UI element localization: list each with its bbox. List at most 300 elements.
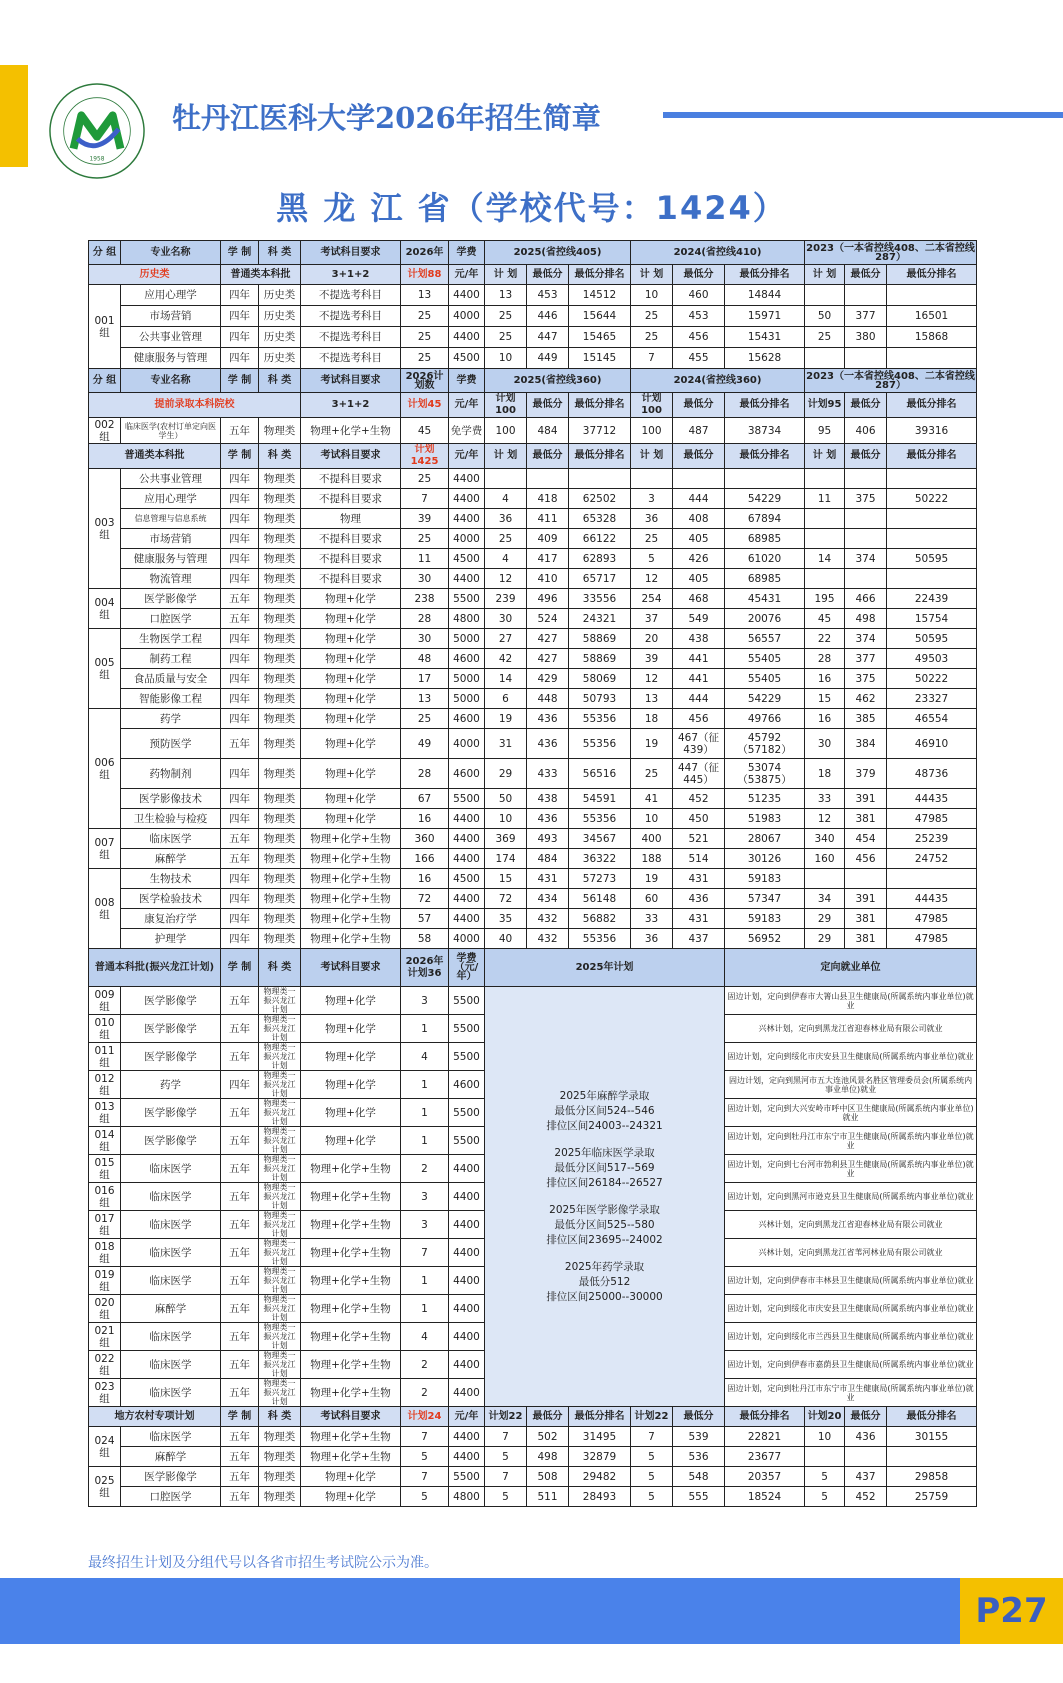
- table-cell: 239: [485, 589, 527, 609]
- table-cell: 46554: [887, 709, 977, 729]
- table-cell: 四年: [221, 509, 259, 529]
- table-cell: 7: [401, 489, 449, 509]
- table-cell: 514: [673, 849, 725, 869]
- table-cell: 3: [401, 1211, 449, 1239]
- table-cell: 30: [485, 609, 527, 629]
- table-cell: 四年: [221, 629, 259, 649]
- table-cell: 53074（53875）: [725, 759, 805, 789]
- table-cell: 五年: [221, 849, 259, 869]
- table-cell: 14: [485, 669, 527, 689]
- table-cell: 4: [401, 1043, 449, 1071]
- table-cell: 1: [401, 1071, 449, 1099]
- note-line: 排位区间25000--30000: [546, 1290, 663, 1303]
- table-row: [89, 393, 977, 418]
- table-cell: 物理+化学: [301, 649, 401, 669]
- table-cell: 物理类: [259, 759, 301, 789]
- table-cell: 484: [527, 849, 569, 869]
- table-cell: 4000: [449, 306, 485, 327]
- table-cell: 1: [401, 1127, 449, 1155]
- table-cell: 不提科目要求: [301, 549, 401, 569]
- table-cell: 28067: [725, 829, 805, 849]
- table-cell: 453: [673, 306, 725, 327]
- column-header: 学 制: [221, 241, 259, 265]
- column-header: 分 组: [89, 369, 121, 393]
- table-row: [89, 889, 977, 909]
- table-row: [89, 327, 977, 348]
- table-cell: 物理+化学+生物: [301, 849, 401, 869]
- table-cell: 7: [631, 1427, 673, 1447]
- table-cell: 15754: [887, 609, 977, 629]
- column-header: 元/年: [449, 1407, 485, 1427]
- page-number: P27: [960, 1578, 1063, 1644]
- table-cell: 427: [527, 629, 569, 649]
- table-cell: 4400: [449, 1295, 485, 1323]
- table-cell: 物理类一振兴龙江计划: [259, 1239, 301, 1267]
- table-cell: 411: [527, 509, 569, 529]
- table-cell: 五年: [221, 1487, 259, 1507]
- employment-unit: 固边计划，定向到绥化市庆安县卫生健康局(所属系统内事业单位)就业: [725, 1043, 977, 1071]
- major-name: 应用心理学: [121, 489, 221, 509]
- table-cell: 466: [845, 589, 887, 609]
- admission-score-note: [485, 987, 725, 1407]
- table-cell: 四年: [221, 689, 259, 709]
- table-cell: 24321: [569, 609, 631, 629]
- table-cell: 25: [401, 306, 449, 327]
- table-cell: 物理+化学+生物: [301, 1183, 401, 1211]
- group-label: 018组: [89, 1239, 121, 1267]
- table-cell: 物理类: [259, 1447, 301, 1467]
- table-cell: 2: [401, 1379, 449, 1407]
- table-cell: 五年: [221, 1379, 259, 1407]
- column-header: 最低分排名: [569, 265, 631, 285]
- table-cell: 432: [527, 909, 569, 929]
- table-cell: 49503: [887, 649, 977, 669]
- table-cell: 455: [673, 348, 725, 369]
- table-cell: 物理+化学: [301, 987, 401, 1015]
- table-cell: 444: [673, 689, 725, 709]
- table-cell: 438: [527, 789, 569, 809]
- table-cell: 5500: [449, 1467, 485, 1487]
- table-row: [89, 589, 977, 609]
- table-cell: 18: [805, 759, 845, 789]
- table-cell: 四年: [221, 1071, 259, 1099]
- table-cell: 25239: [887, 829, 977, 849]
- table-cell: 4400: [449, 1155, 485, 1183]
- table-cell: 391: [845, 889, 887, 909]
- table-row: [89, 1487, 977, 1507]
- table-cell: 28: [401, 609, 449, 629]
- table-cell: 物理类: [259, 418, 301, 444]
- table-cell: 5: [631, 1487, 673, 1507]
- major-name: 药学: [121, 709, 221, 729]
- table-cell: [887, 348, 977, 369]
- column-header: 专业名称: [121, 241, 221, 265]
- table-cell: 4400: [449, 909, 485, 929]
- table-cell: 59183: [725, 869, 805, 889]
- table-cell: 410: [527, 569, 569, 589]
- university-logo: [48, 82, 146, 180]
- table-cell: 不提科目要求: [301, 469, 401, 489]
- major-name: 市场营销: [121, 306, 221, 327]
- table-cell: 50793: [569, 689, 631, 709]
- group-label: 014组: [89, 1127, 121, 1155]
- table-cell: 100: [631, 418, 673, 444]
- table-cell: 3: [631, 489, 673, 509]
- table-cell: 物理+化学+生物: [301, 829, 401, 849]
- table-cell: 68985: [725, 529, 805, 549]
- table-cell: 五年: [221, 1351, 259, 1379]
- column-header: 考试科目要求: [301, 949, 401, 987]
- table-cell: 381: [845, 809, 887, 829]
- table-cell: 物理类一振兴龙江计划: [259, 1267, 301, 1295]
- table-cell: 66122: [569, 529, 631, 549]
- table-cell: 58069: [569, 669, 631, 689]
- major-name: 临床医学: [121, 1379, 221, 1407]
- table-cell: 四年: [221, 649, 259, 669]
- table-cell: 30: [805, 729, 845, 759]
- table-cell: 4600: [449, 1071, 485, 1099]
- table-cell: 381: [845, 909, 887, 929]
- svg-text:1958: 1958: [89, 156, 105, 163]
- table-row: [89, 1427, 977, 1447]
- table-cell: 4800: [449, 1487, 485, 1507]
- table-cell: 36: [631, 509, 673, 529]
- column-header: 计划20: [805, 1407, 845, 1427]
- table-cell: 12: [805, 809, 845, 829]
- table-cell: 5: [485, 1447, 527, 1467]
- group-label: 007组: [89, 829, 121, 869]
- section-label: 提前录取本科院校: [89, 393, 301, 418]
- table-cell: 四年: [221, 549, 259, 569]
- table-cell: 437: [673, 929, 725, 949]
- table-cell: 427: [527, 649, 569, 669]
- table-row: [89, 569, 977, 589]
- table-cell: 4600: [449, 649, 485, 669]
- table-cell: 10: [485, 809, 527, 829]
- table-cell: 物理+化学+生物: [301, 929, 401, 949]
- table-row: [89, 629, 977, 649]
- group-label: 004组: [89, 589, 121, 629]
- table-cell: [631, 469, 673, 489]
- table-cell: 4000: [449, 729, 485, 759]
- table-cell: 55356: [569, 729, 631, 759]
- table-cell: 五年: [221, 1183, 259, 1211]
- column-header: 最低分排名: [887, 444, 977, 469]
- table-cell: 四年: [221, 285, 259, 306]
- table-cell: 15: [805, 689, 845, 709]
- table-cell: 5: [631, 1447, 673, 1467]
- table-cell: 五年: [221, 1447, 259, 1467]
- group-label: 009组: [89, 987, 121, 1015]
- table-cell: 4800: [449, 609, 485, 629]
- table-cell: 4500: [449, 549, 485, 569]
- column-header: 计 划: [485, 265, 527, 285]
- table-cell: 12: [631, 669, 673, 689]
- table-cell: 四年: [221, 909, 259, 929]
- table-cell: 物理类一振兴龙江计划: [259, 1211, 301, 1239]
- table-row: [89, 1447, 977, 1467]
- table-cell: 7: [401, 1239, 449, 1267]
- table-cell: 429: [527, 669, 569, 689]
- table-cell: 4400: [449, 1447, 485, 1467]
- section-label: 普通类本科批: [89, 444, 221, 469]
- group-label: 010组: [89, 1015, 121, 1043]
- column-header: 最低分排名: [725, 444, 805, 469]
- table-cell: 36322: [569, 849, 631, 869]
- table-cell: 49: [401, 729, 449, 759]
- table-cell: 65717: [569, 569, 631, 589]
- table-cell: 计划88: [401, 265, 449, 285]
- column-header: 考试科目要求: [301, 1407, 401, 1427]
- table-cell: 456: [673, 327, 725, 348]
- column-header: 2024(省控线360): [631, 369, 805, 393]
- major-name: 医学检验技术: [121, 889, 221, 909]
- table-cell: 4400: [449, 1379, 485, 1407]
- column-header: 最低分排名: [887, 393, 977, 418]
- table-cell: 50: [485, 789, 527, 809]
- table-cell: 物理+化学: [301, 609, 401, 629]
- table-cell: 28: [401, 759, 449, 789]
- table-cell: [569, 469, 631, 489]
- table-row: [89, 649, 977, 669]
- table-cell: 549: [673, 609, 725, 629]
- table-cell: 433: [527, 759, 569, 789]
- table-cell: 67894: [725, 509, 805, 529]
- group-label: 024组: [89, 1427, 121, 1467]
- table-cell: 447（征445）: [673, 759, 725, 789]
- table-cell: 24752: [887, 849, 977, 869]
- table-cell: 377: [845, 306, 887, 327]
- table-cell: 380: [845, 327, 887, 348]
- table-cell: 25: [401, 529, 449, 549]
- major-name: 公共事业管理: [121, 469, 221, 489]
- table-cell: 49766: [725, 709, 805, 729]
- table-cell: 10: [485, 348, 527, 369]
- table-cell: 13: [631, 689, 673, 709]
- table-row: [89, 549, 977, 569]
- table-cell: 25: [631, 327, 673, 348]
- table-cell: 374: [845, 629, 887, 649]
- table-cell: 物理类: [259, 649, 301, 669]
- major-name: 麻醉学: [121, 1447, 221, 1467]
- column-header: 科 类: [259, 444, 301, 469]
- table-cell: [845, 509, 887, 529]
- table-cell: 375: [845, 489, 887, 509]
- table-cell: 460: [673, 285, 725, 306]
- note-line: 排位区间24003--24321: [546, 1119, 663, 1132]
- table-cell: 7: [401, 1467, 449, 1487]
- table-cell: [805, 509, 845, 529]
- table-cell: 不提科目要求: [301, 529, 401, 549]
- table-cell: 45792（57182）: [725, 729, 805, 759]
- table-row: [89, 1467, 977, 1487]
- table-cell: 381: [845, 929, 887, 949]
- table-cell: 物理+化学+生物: [301, 1267, 401, 1295]
- table-row: [89, 241, 977, 265]
- table-cell: 物理+化学+生物: [301, 1211, 401, 1239]
- column-header: 计 划: [805, 444, 845, 469]
- table-cell: 物理类一振兴龙江计划: [259, 987, 301, 1015]
- table-cell: 四年: [221, 889, 259, 909]
- employment-unit: 固边计划，定向到伊春市大箐山县卫生健康局(所属系统内事业单位)就业: [725, 987, 977, 1015]
- group-label: 005组: [89, 629, 121, 709]
- column-header: 最低分排名: [725, 1407, 805, 1427]
- table-cell: 57: [401, 909, 449, 929]
- table-cell: 4: [485, 489, 527, 509]
- table-cell: 16: [805, 669, 845, 689]
- table-cell: 100: [485, 418, 527, 444]
- column-header: 学 制: [221, 949, 259, 987]
- table-cell: 物理类: [259, 509, 301, 529]
- table-cell: 45: [805, 609, 845, 629]
- section-label: 历史类: [89, 265, 221, 285]
- table-cell: 免学费: [449, 418, 485, 444]
- group-label: 017组: [89, 1211, 121, 1239]
- major-name: 临床医学: [121, 1239, 221, 1267]
- table-cell: 10: [631, 809, 673, 829]
- table-cell: [887, 529, 977, 549]
- table-cell: 4400: [449, 469, 485, 489]
- table-cell: 物理类: [259, 869, 301, 889]
- table-cell: 37712: [569, 418, 631, 444]
- table-cell: 405: [673, 569, 725, 589]
- table-cell: 418: [527, 489, 569, 509]
- major-name: 医学影像学: [121, 1127, 221, 1155]
- column-header: 最低分排名: [569, 393, 631, 418]
- table-cell: 物理+化学: [301, 689, 401, 709]
- table-cell: 7: [485, 1467, 527, 1487]
- table-cell: 物理+化学+生物: [301, 1323, 401, 1351]
- note-line: 最低分区间525--580: [554, 1218, 655, 1231]
- table-cell: 四年: [221, 469, 259, 489]
- column-header: 最低分: [527, 1407, 569, 1427]
- table-cell: 五年: [221, 1323, 259, 1351]
- table-cell: [887, 869, 977, 889]
- table-cell: 30: [401, 569, 449, 589]
- table-row: [89, 709, 977, 729]
- table-row: [89, 509, 977, 529]
- table-cell: 27: [485, 629, 527, 649]
- column-header: 最低分: [673, 1407, 725, 1427]
- table-cell: 48736: [887, 759, 977, 789]
- table-cell: 物理+化学+生物: [301, 1379, 401, 1407]
- table-cell: 32879: [569, 1447, 631, 1467]
- table-cell: 55405: [725, 649, 805, 669]
- column-header: 2024(省控线410): [631, 241, 805, 265]
- note-line: 2025年药学录取: [564, 1260, 645, 1273]
- table-cell: 4400: [449, 569, 485, 589]
- table-cell: 四年: [221, 929, 259, 949]
- table-cell: [887, 285, 977, 306]
- table-cell: 55356: [569, 709, 631, 729]
- table-cell: 物理类一振兴龙江计划: [259, 1043, 301, 1071]
- table-cell: 物理类一振兴龙江计划: [259, 1323, 301, 1351]
- table-cell: 物理类: [259, 529, 301, 549]
- table-cell: 五年: [221, 418, 259, 444]
- table-cell: 496: [527, 589, 569, 609]
- section-label: 普通类本科批: [221, 265, 301, 285]
- table-cell: 31495: [569, 1427, 631, 1447]
- table-cell: 物理类: [259, 909, 301, 929]
- table-cell: 426: [673, 549, 725, 569]
- table-cell: 25: [805, 327, 845, 348]
- table-cell: 408: [673, 509, 725, 529]
- table-cell: 物理类: [259, 889, 301, 909]
- table-cell: 19: [631, 729, 673, 759]
- major-name: 临床医学: [121, 1351, 221, 1379]
- table-cell: 5: [631, 1467, 673, 1487]
- major-name: 麻醉学: [121, 849, 221, 869]
- table-cell: [887, 1447, 977, 1467]
- column-header: 计 划: [805, 265, 845, 285]
- table-cell: 431: [527, 869, 569, 889]
- table-cell: 不提选考科目: [301, 348, 401, 369]
- table-cell: 19: [485, 709, 527, 729]
- table-cell: 4400: [449, 1427, 485, 1447]
- table-cell: 4400: [449, 1323, 485, 1351]
- table-row: [89, 1407, 977, 1427]
- employment-unit: 兴林计划，定向到黑龙江省苇河林业局有限公司就业: [725, 1239, 977, 1267]
- table-cell: 历史类: [259, 327, 301, 348]
- table-cell: 166: [401, 849, 449, 869]
- table-cell: 54229: [725, 489, 805, 509]
- table-cell: 5500: [449, 589, 485, 609]
- column-header: 2026年计划36: [401, 949, 449, 987]
- table-cell: 四年: [221, 529, 259, 549]
- table-cell: 5000: [449, 629, 485, 649]
- table-cell: 五年: [221, 1015, 259, 1043]
- table-cell: [725, 469, 805, 489]
- table-cell: 384: [845, 729, 887, 759]
- group-label: 022组: [89, 1351, 121, 1379]
- table-cell: 462: [845, 689, 887, 709]
- major-name: 制药工程: [121, 649, 221, 669]
- table-cell: 7: [631, 348, 673, 369]
- column-header: 最低分: [527, 444, 569, 469]
- table-cell: 160: [805, 849, 845, 869]
- note-line: 排位区间23695--24002: [546, 1233, 663, 1246]
- table-cell: 46910: [887, 729, 977, 759]
- table-cell: 物理类: [259, 1427, 301, 1447]
- table-cell: 25: [401, 348, 449, 369]
- major-name: 临床医学: [121, 1183, 221, 1211]
- table-cell: 536: [673, 1447, 725, 1467]
- column-header: 最低分排名: [887, 1407, 977, 1427]
- table-cell: 4400: [449, 1267, 485, 1295]
- table-cell: 452: [845, 1487, 887, 1507]
- employment-unit: 固边计划，定向到绥化市兰西县卫生健康局(所属系统内事业单位)就业: [725, 1323, 977, 1351]
- table-cell: 五年: [221, 1211, 259, 1239]
- table-cell: 10: [631, 285, 673, 306]
- table-cell: 五年: [221, 1427, 259, 1447]
- table-cell: 物理类一振兴龙江计划: [259, 1351, 301, 1379]
- column-header: 考试科目要求: [301, 369, 401, 393]
- table-row: [89, 849, 977, 869]
- major-name: 临床医学(农村订单定向医学生）: [121, 418, 221, 444]
- table-cell: 405: [673, 529, 725, 549]
- major-name: 公共事业管理: [121, 327, 221, 348]
- table-cell: 454: [845, 829, 887, 849]
- table-cell: 456: [845, 849, 887, 869]
- table-cell: 436: [527, 809, 569, 829]
- table-cell: [887, 509, 977, 529]
- table-cell: 6: [485, 689, 527, 709]
- column-header: 最低分: [673, 265, 725, 285]
- column-header: 考试科目要求: [301, 241, 401, 265]
- group-label: 003组: [89, 469, 121, 589]
- table-cell: 物理类: [259, 589, 301, 609]
- group-label: 006组: [89, 709, 121, 829]
